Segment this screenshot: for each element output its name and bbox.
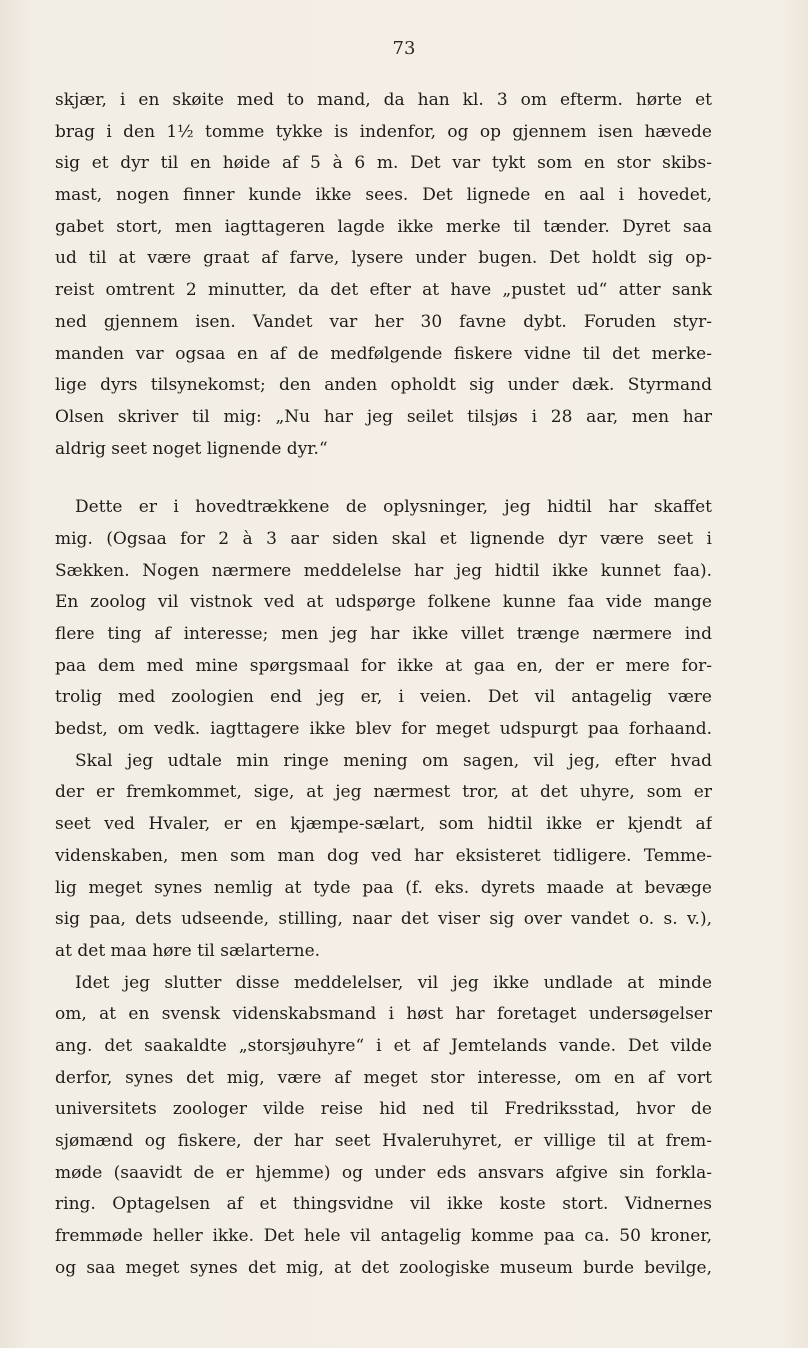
text-line: ned gjennem isen. Vandet var her 30 favne dybt. Foruden styr- xyxy=(55,311,712,332)
text-line: Skal jeg udtale min ringe mening om sagen, vil jeg, efter hvad xyxy=(75,750,712,771)
text-line: Idet jeg slutter disse meddelelser, vil jeg ikke undlade at minde xyxy=(75,972,712,993)
text-line: Olsen skriver til mig: „Nu har jeg seilet tilsjøs i 28 aar, men har xyxy=(55,406,712,427)
text-line: Dette er i hovedtrækkene de oplysninger, jeg hidtil har skaffet xyxy=(75,497,712,518)
text-line: lige dyrs tilsynekomst; den anden opholdt sig under dæk. Styrmand xyxy=(55,375,712,396)
text-line: og saa meget synes det mig, at det zoologiske museum burde bevilge, xyxy=(55,1257,712,1278)
text-line: trolig med zoologien end jeg er, i veien. Det vil antagelig være xyxy=(55,687,712,708)
text-line: mast, nogen finner kunde ikke sees. Det lignede en aal i hovedet, xyxy=(55,185,712,206)
text-line: flere ting af interesse; men jeg har ikke villet trænge nærmere ind xyxy=(55,624,712,644)
paragraph xyxy=(55,85,712,465)
text-line: Sækken. Nogen nærmere meddelelse har jeg hidtil ikke kunnet faa). xyxy=(55,560,712,581)
text-line: bedst, om vedk. iagttagere ikke blev for meget udspurgt paa forhaand. xyxy=(55,719,712,740)
page-number: 73 xyxy=(392,38,416,59)
text-line: skjær, i en skøite med to mand, da han kl. 3 om efterm. hørte et xyxy=(55,90,712,110)
paragraph xyxy=(55,492,712,746)
text-line: manden var ogsaa en af de medfølgende fiskere vidne til det merke- xyxy=(55,343,712,364)
text-line: der er fremkommet, sige, at jeg nærmest tror, at det uhyre, som er xyxy=(55,782,712,803)
text-line: fremmøde heller ikke. Det hele vil antagelig komme paa ca. 50 kroner, xyxy=(55,1226,712,1247)
paragraph xyxy=(55,746,712,968)
text-line: brag i den 1½ tomme tykke is indenfor, og op gjennem isen hævede xyxy=(55,121,712,142)
text-line: ring. Optagelsen af et thingsvidne vil ikke koste stort. Vidnernes xyxy=(55,1194,712,1215)
text-line: En zoolog vil vistnok ved at udspørge folkene kunne faa vide mange xyxy=(55,592,712,613)
body-text xyxy=(55,85,712,1284)
text-line: sjømænd og fiskere, der har seet Hvaleruhyret, er villige til at frem- xyxy=(55,1131,712,1151)
text-line: at det maa høre til sælarterne. xyxy=(55,940,321,961)
text-line: gabet stort, men iagttageren lagde ikke merke til tænder. Dyret saa xyxy=(55,216,712,237)
text-line: derfor, synes det mig, være af meget stor interesse, om en af vort xyxy=(55,1067,712,1088)
text-line: mig. (Ogsaa for 2 à 3 aar siden skal et lignende dyr være seet i xyxy=(55,528,712,549)
text-line: ud til at være graat af farve, lysere under bugen. Det holdt sig op- xyxy=(55,248,712,269)
text-line: reist omtrent 2 minutter, da det efter at have „pustet ud“ atter sank xyxy=(55,280,712,301)
text-line: videnskaben, men som man dog ved har eksisteret tidligere. Temme- xyxy=(55,845,712,866)
paragraph xyxy=(55,968,712,1285)
text-line: aldrig seet noget lignende dyr.“ xyxy=(55,438,328,459)
text-line: ang. det saakaldte „storsjøuhyre“ i et af Jemtelands vande. Det vilde xyxy=(55,1035,712,1056)
text-line: sig et dyr til en høide af 5 à 6 m. Det var tykt som en stor skibs- xyxy=(55,153,712,174)
text-line: møde (saavidt de er hjemme) og under eds ansvars afgive sin forkla- xyxy=(55,1162,712,1183)
text-line: om, at en svensk videnskabsmand i høst har foretaget undersøgelser xyxy=(55,1004,712,1025)
text-line: sig paa, dets udseende, stilling, naar det viser sig over vandet o. s. v.), xyxy=(55,909,712,930)
text-line: universitets zoologer vilde reise hid ned til Fredriksstad, hvor de xyxy=(55,1099,712,1120)
text-line: seet ved Hvaler, er en kjæmpe-sælart, som hidtil ikke er kjendt af xyxy=(55,814,712,835)
text-line: paa dem med mine spørgsmaal for ikke at gaa en, der er mere for- xyxy=(55,655,712,676)
text-line: lig meget synes nemlig at tyde paa (f. eks. dyrets maade at bevæge xyxy=(55,877,712,898)
